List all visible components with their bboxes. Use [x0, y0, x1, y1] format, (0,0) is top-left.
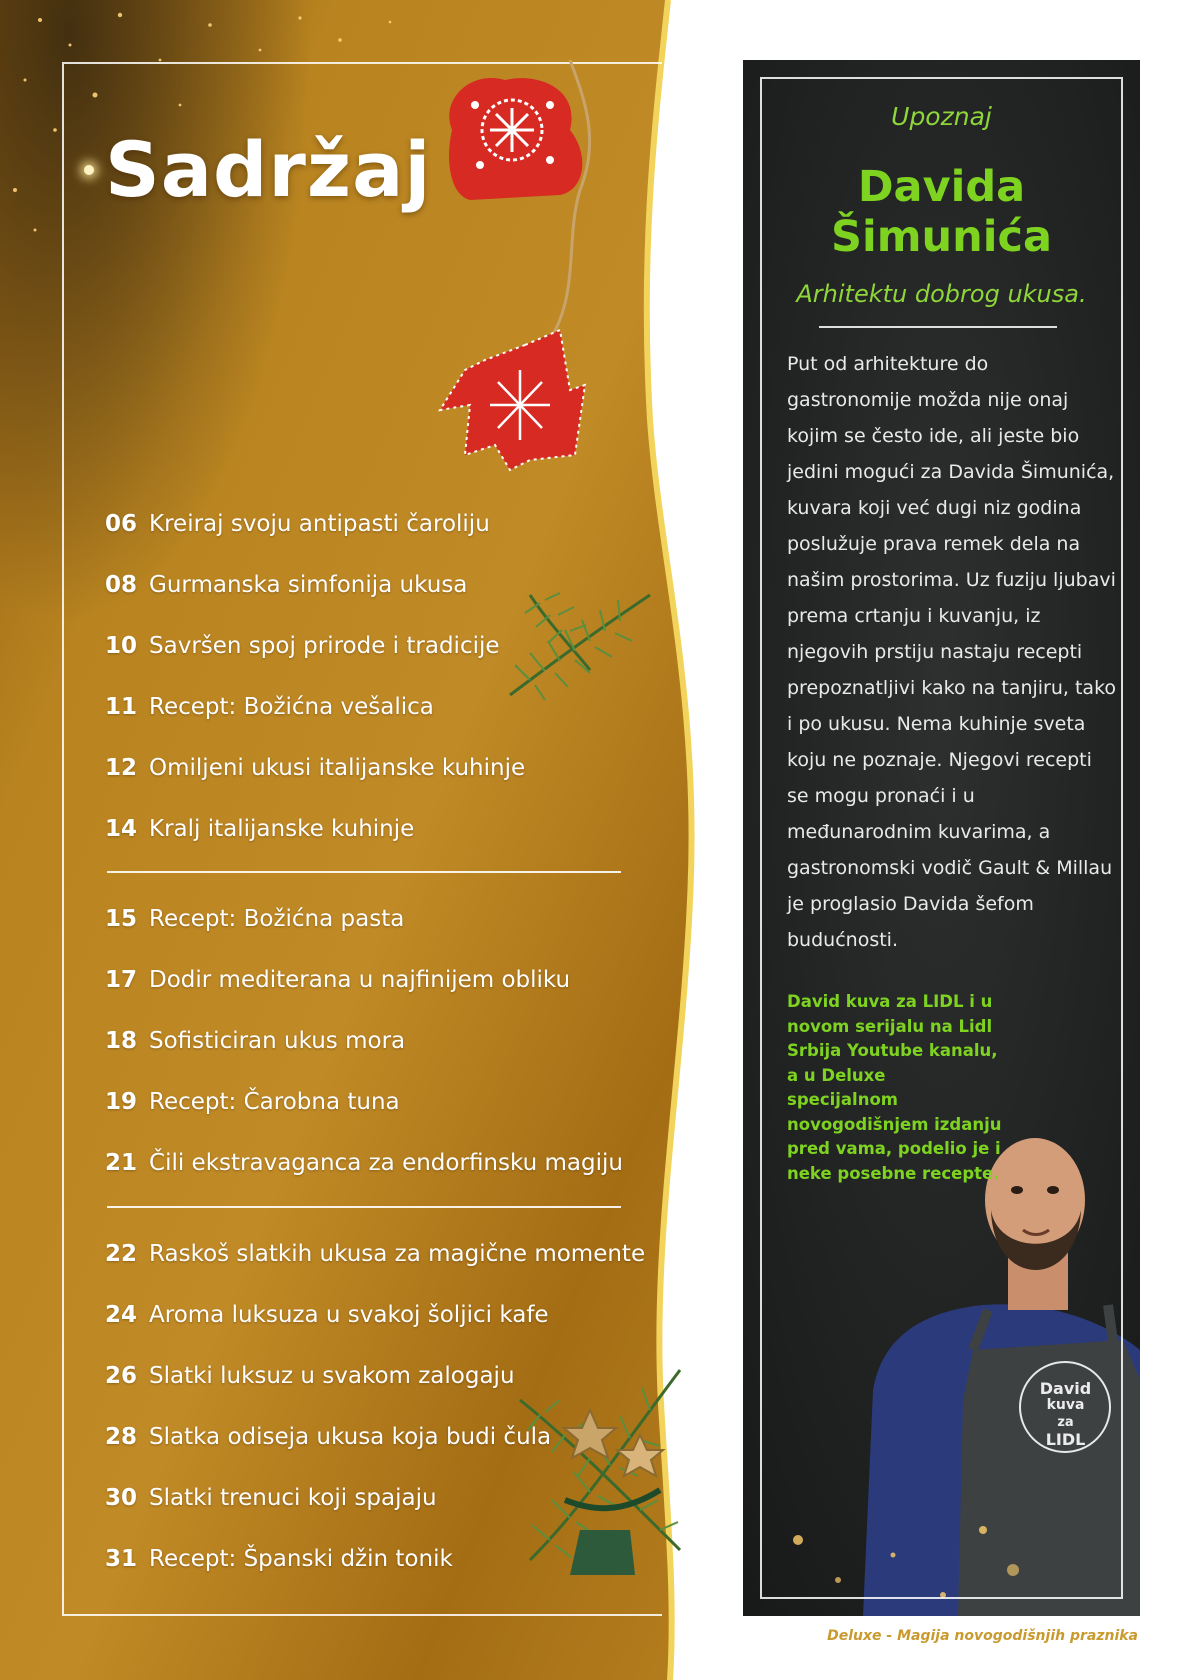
- toc-item-label: Slatka odiseja ukusa koja budi čula: [149, 1423, 552, 1450]
- toc-divider: [107, 871, 621, 873]
- toc-page-number: 15: [105, 905, 138, 932]
- toc-group-1: [105, 493, 525, 859]
- toc-item[interactable]: [105, 1132, 623, 1193]
- footer-text: Deluxe - Magija novogodišnjih praznika: [827, 1628, 1138, 1644]
- toc-item-label: Kreiraj svoju antipasti čaroliju: [149, 510, 490, 537]
- toc-page-number: 10: [105, 632, 138, 659]
- toc-item[interactable]: [105, 737, 525, 798]
- chef-panel: [743, 60, 1140, 1616]
- toc-group-3: [105, 1223, 645, 1589]
- toc-item[interactable]: [105, 554, 525, 615]
- toc-item[interactable]: [105, 1528, 645, 1589]
- toc-page-number: 28: [105, 1423, 138, 1450]
- toc-item-label: Sofisticiran ukus mora: [149, 1027, 406, 1054]
- sparkle-dot: [84, 165, 94, 175]
- toc-item[interactable]: [105, 1223, 645, 1284]
- toc-item-label: Aroma luksuza u svakoj šoljici kafe: [149, 1301, 549, 1328]
- chef-intro: Upoznaj: [891, 102, 992, 131]
- toc-item-label: Savršen spoj prirode i tradicije: [149, 632, 500, 659]
- apron-logo-line2: kuva: [1046, 1397, 1085, 1413]
- toc-page-number: 24: [105, 1301, 138, 1328]
- toc-item-label: Dodir mediterana u najfinijem obliku: [149, 966, 571, 993]
- toc-page-number: 30: [105, 1484, 138, 1511]
- toc-item-label: Omiljeni ukusi italijanske kuhinje: [149, 754, 526, 781]
- page-title: Sadržaj: [105, 125, 432, 214]
- toc-item-label: Čili ekstravaganca za endorfinsku magiju: [149, 1149, 623, 1176]
- toc-item-label: Slatki luksuz u svakom zalogaju: [149, 1362, 515, 1389]
- chef-last-name: Šimunića: [831, 212, 1052, 262]
- toc-item-label: Recept: Božićna vešalica: [149, 693, 434, 720]
- chef-subtitle: Arhitektu dobrog ukusa.: [796, 280, 1087, 308]
- toc-page-number: 22: [105, 1240, 138, 1267]
- chef-divider: [819, 326, 1057, 328]
- chef-promo: David kuva za LIDL i u novom serijalu na Lidl Srbija Youtube kanalu, a u Deluxe specijalnom novogodišnjem izdanju pred vama, podelio je i neke posebne recepte.: [787, 992, 1002, 1183]
- toc-item[interactable]: [105, 1406, 645, 1467]
- toc-page-number: 11: [105, 693, 138, 720]
- toc-page-number: 14: [105, 815, 138, 842]
- toc-item[interactable]: [105, 888, 623, 949]
- toc-item-label: Raskoš slatkih ukusa za magične momente: [149, 1240, 646, 1267]
- toc-page-number: 18: [105, 1027, 138, 1054]
- toc-item[interactable]: [105, 798, 525, 859]
- chef-name: [743, 162, 1140, 262]
- toc-item[interactable]: [105, 676, 525, 737]
- toc-item[interactable]: [105, 1467, 645, 1528]
- chef-bio: Put od arhitekture do gastronomije možda nije onaj kojim se često ide, ali jeste bio jedini mogući za Davida Šimunića, kuvara koji već dugi niz godina poslužuje prava remek dela na našim prostorima. Uz fuziju ljubavi prema crtanju i kuvanju, iz njegovih prstiju nastaju recepti prepoznatljivi kako na tanjiru, tako i po ukusu. Nema kuhinje sveta koju ne poznaje. Njegovi recepti se mogu pronaći i u međunarodnim kuvarima, a gastronomski vodič Gault & Millau je proglasio Davida šefom budućnosti.: [787, 353, 1117, 951]
- toc-page-number: 17: [105, 966, 138, 993]
- toc-group-2: [105, 888, 623, 1193]
- toc-item[interactable]: [105, 1345, 645, 1406]
- apron-logo-line3: za: [1057, 1415, 1074, 1430]
- toc-item[interactable]: [105, 1284, 645, 1345]
- toc-page-number: 06: [105, 510, 138, 537]
- toc-item-label: Kralj italijanske kuhinje: [149, 815, 415, 842]
- toc-item-label: Recept: Božićna pasta: [149, 905, 405, 932]
- toc-item[interactable]: [105, 1010, 623, 1071]
- toc-item-label: Recept: Čarobna tuna: [149, 1088, 400, 1115]
- toc-divider: [107, 1206, 621, 1208]
- toc-item[interactable]: [105, 1071, 623, 1132]
- toc-page-number: 19: [105, 1088, 138, 1115]
- toc-page-number: 21: [105, 1149, 138, 1176]
- apron-logo: [1028, 1380, 1103, 1448]
- toc-item-label: Slatki trenuci koji spajaju: [149, 1484, 437, 1511]
- christmas-ornaments-icon: [430, 60, 630, 500]
- toc-page-number: 08: [105, 571, 138, 598]
- apron-logo-line4: LIDL: [1045, 1430, 1086, 1449]
- toc-item[interactable]: [105, 615, 525, 676]
- toc-page-number: 31: [105, 1545, 138, 1572]
- toc-page-number: 12: [105, 754, 138, 781]
- toc-item-label: Recept: Španski džin tonik: [149, 1545, 453, 1572]
- apron-logo-line1: David: [1039, 1379, 1092, 1398]
- toc-page-number: 26: [105, 1362, 138, 1389]
- chef-first-name: Davida: [857, 162, 1026, 212]
- toc-item[interactable]: [105, 949, 623, 1010]
- toc-item-label: Gurmanska simfonija ukusa: [149, 571, 468, 598]
- toc-item[interactable]: [105, 493, 525, 554]
